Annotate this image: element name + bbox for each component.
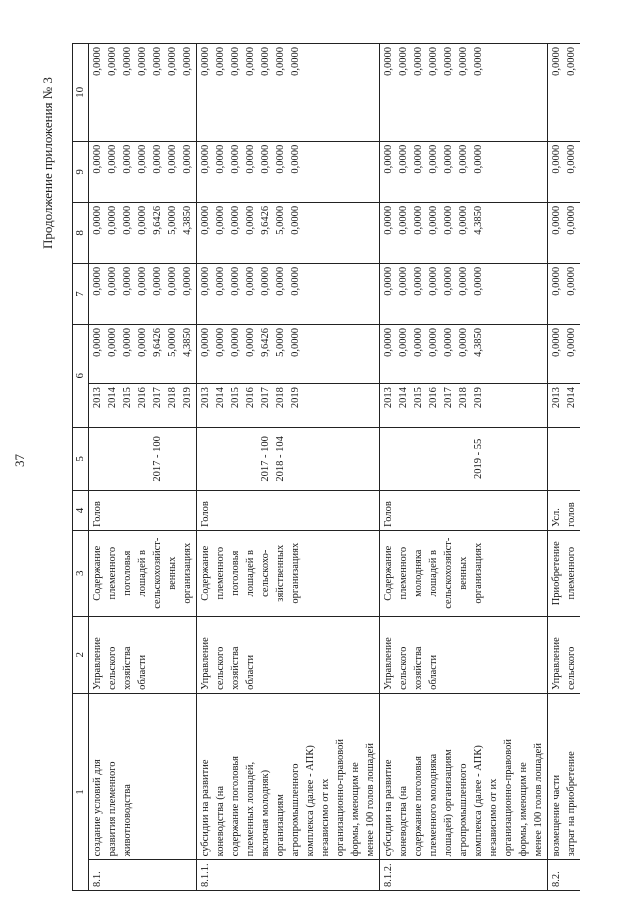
row-value-col7 [197, 263, 380, 324]
row-value-col7-line: 0,0000 [413, 266, 424, 296]
row-agency-line: области [137, 654, 148, 690]
row-name-line: агропромышленного [290, 763, 301, 857]
row-value-col9-line: 0,0000 [215, 144, 226, 174]
row-agency-line: Управление [383, 637, 394, 690]
row-value-col8-line: 4,3850 [182, 205, 193, 235]
row-value-col9 [548, 141, 581, 202]
row-value-col10-line: 0,0000 [458, 47, 469, 76]
row-value-col9-line: 0,0000 [167, 144, 178, 174]
table-body [89, 44, 581, 891]
row-value-col10-line: 0,0000 [230, 47, 241, 76]
row-value-col9-line: 0,0000 [458, 144, 469, 174]
row-value-col9-line: 0,0000 [245, 144, 256, 174]
row-value-col7-line: 0,0000 [275, 266, 286, 296]
row-event-line: сельскохозяйст- [152, 537, 163, 609]
column-header-8: 8 [73, 202, 89, 263]
row-value-col10-line: 0,0000 [551, 47, 562, 76]
row-indicator-line [441, 431, 456, 488]
row-unit: Голов [197, 491, 380, 531]
row-unit: Усл. голов [548, 491, 581, 531]
row-value-col10 [89, 44, 197, 142]
row-value-col6-line: 5,0000 [167, 327, 178, 357]
row-years-line: 2019 [290, 387, 301, 409]
row-years-line: 2018 [458, 387, 469, 409]
row-indicator-line: 2017 - 100 [260, 436, 271, 482]
row-indicator [548, 427, 581, 491]
row-event-line: зяйственных [275, 544, 286, 602]
row-years-line: 2017 [260, 387, 271, 409]
row-value-col7-line: 0,0000 [107, 266, 118, 296]
row-value-col6-line: 0,0000 [413, 327, 424, 357]
row-event-line: организациях [290, 542, 301, 604]
row-name-line: субсидии на развитие [200, 759, 211, 857]
row-value-col7-line: 0,0000 [182, 266, 193, 296]
row-value-col9-line: 0,0000 [413, 144, 424, 174]
row-value-col8 [548, 202, 581, 263]
row-value-col6-line: 9,6426 [260, 327, 271, 357]
row-indicator-line: 2019 - 55 [473, 438, 484, 479]
row-value-col9-line: 0,0000 [260, 144, 271, 174]
row-value-col9-line: 0,0000 [275, 144, 286, 174]
column-header-6: 6 [73, 324, 89, 427]
row-value-col10-line: 0,0000 [398, 47, 409, 76]
row-indicator-line [120, 431, 135, 488]
row-agency-line: сельского [215, 646, 226, 690]
row-event-line: лошадей в [428, 550, 439, 597]
row-value-col7-line: 0,0000 [152, 266, 163, 296]
row-indicator-line [198, 431, 213, 488]
row-agency-line: Управление [92, 637, 103, 690]
row-name-line: комплекса (далее - АПК) [473, 745, 484, 857]
row-years-line: 2014 [215, 387, 226, 409]
row-value-col8-line: 0,0000 [383, 205, 394, 235]
row-value-col6-line: 0,0000 [383, 327, 394, 357]
row-event-line: племенного [107, 546, 118, 600]
row-value-col8-line: 9,6426 [260, 205, 271, 235]
row-value-col10-line: 0,0000 [428, 47, 439, 76]
row-value-col9-line: 0,0000 [566, 144, 577, 174]
row-value-col10-line: 0,0000 [275, 47, 286, 76]
row-value-col9-line: 0,0000 [398, 144, 409, 174]
row-value-col10-line: 0,0000 [473, 47, 484, 76]
row-name-line: субсидии на развитие [383, 759, 394, 857]
row-years-line: 2014 [398, 387, 409, 409]
row-value-col6-line: 0,0000 [458, 327, 469, 357]
row-value-col8-line: 5,0000 [275, 205, 286, 235]
row-event-line: лошадей в [245, 550, 256, 597]
row-value-col9-line: 0,0000 [152, 144, 163, 174]
row-years-line: 2017 [152, 387, 163, 409]
row-value-col10 [548, 44, 581, 142]
row-value-col8-line: 0,0000 [107, 205, 118, 235]
row-value-col9-line: 0,0000 [137, 144, 148, 174]
row-indicator-line [90, 431, 105, 488]
row-event-line: племенного [215, 546, 226, 600]
row-value-col6-line: 0,0000 [122, 327, 133, 357]
column-header-4: 4 [73, 491, 89, 531]
program-table [72, 43, 580, 891]
row-event [380, 530, 548, 616]
row-value-col7-line: 0,0000 [290, 266, 301, 296]
row-name [89, 693, 197, 859]
row-value-col9-line: 0,0000 [443, 144, 454, 174]
row-value-col6-line: 0,0000 [215, 327, 226, 357]
row-value-col8-line: 0,0000 [215, 205, 226, 235]
row-name-line: племенного молодняка [428, 753, 439, 857]
row-agency-line: сельского [398, 646, 409, 690]
row-years-line: 2014 [566, 387, 577, 409]
row-agency [197, 616, 380, 693]
row-value-col7-line: 0,0000 [551, 266, 562, 296]
table-row [197, 44, 380, 891]
row-value-col8-line: 0,0000 [230, 205, 241, 235]
row-value-col6-line: 0,0000 [107, 327, 118, 357]
row-value-col7-line: 0,0000 [398, 266, 409, 296]
row-years [89, 384, 197, 427]
row-event [548, 530, 581, 616]
row-value-col7-line: 0,0000 [473, 266, 484, 296]
row-years-line: 2013 [383, 387, 394, 409]
row-agency-line: области [428, 654, 439, 690]
row-event-line: организациях [182, 542, 193, 604]
row-name-line: содержание поголовья [413, 755, 424, 857]
row-value-col6-line: 0,0000 [428, 327, 439, 357]
table-header-row [73, 44, 89, 891]
row-event-line: организациях [473, 542, 484, 604]
row-agency [89, 616, 197, 693]
row-value-col7-line: 0,0000 [245, 266, 256, 296]
row-indicator-line [135, 431, 150, 488]
row-value-col10-line: 0,0000 [152, 47, 163, 76]
row-indicator-line [456, 431, 471, 488]
row-value-col9-line: 0,0000 [107, 144, 118, 174]
row-name-line: организационно-правовой [503, 738, 514, 857]
row-years-line: 2013 [200, 387, 211, 409]
row-agency-line: сельского [107, 646, 118, 690]
row-years [380, 384, 548, 427]
row-indicator-line [213, 431, 228, 488]
row-number: 8.1.2. [380, 860, 548, 891]
row-value-col10-line: 0,0000 [245, 47, 256, 76]
row-years-line: 2019 [182, 387, 193, 409]
row-value-col8-line: 0,0000 [428, 205, 439, 235]
row-value-col9-line: 0,0000 [290, 144, 301, 174]
row-value-col9 [89, 141, 197, 202]
row-value-col6-line: 4,3850 [182, 327, 193, 357]
row-number: 8.1.1. [197, 860, 380, 891]
continuation-title: Продолжение приложения № 3 [40, 77, 55, 249]
column-header-3: 3 [73, 530, 89, 616]
row-event-line: поголовья [230, 550, 241, 596]
row-name-line: организационно-правовой [335, 738, 346, 857]
row-years-line: 2018 [275, 387, 286, 409]
row-event [197, 530, 380, 616]
row-name-line: включая молодняк) [260, 769, 271, 857]
row-value-col6-line: 0,0000 [566, 327, 577, 357]
row-value-col8 [380, 202, 548, 263]
column-header-7: 7 [73, 263, 89, 324]
row-indicator-line [381, 431, 396, 488]
row-value-col10-line: 0,0000 [443, 47, 454, 76]
row-value-col9 [197, 141, 380, 202]
row-name [548, 693, 581, 859]
row-indicator-line [243, 431, 258, 488]
row-name-line: затрат на приобретение [566, 751, 577, 857]
row-number: 8.2. [548, 860, 581, 891]
row-value-col9-line: 0,0000 [122, 144, 133, 174]
row-value-col6-line: 0,0000 [443, 327, 454, 357]
row-name [197, 693, 380, 859]
row-name-line: содержание поголовья [230, 755, 241, 857]
row-value-col10-line: 0,0000 [182, 47, 193, 76]
row-value-col6-line: 4,3850 [473, 327, 484, 357]
row-value-col7-line: 0,0000 [260, 266, 271, 296]
row-agency-line: Управление [551, 637, 562, 690]
row-value-col9-line: 0,0000 [92, 144, 103, 174]
row-value-col9-line: 0,0000 [182, 144, 193, 174]
row-value-col9-line: 0,0000 [200, 144, 211, 174]
row-indicator-line [105, 431, 120, 488]
row-indicator [89, 427, 197, 491]
row-name-line: агропромышленного [458, 763, 469, 857]
row-years-line: 2014 [107, 387, 118, 409]
row-event-line: лошадей в [137, 550, 148, 597]
row-value-col6-line: 0,0000 [92, 327, 103, 357]
row-value-col10-line: 0,0000 [413, 47, 424, 76]
row-event-line: поголовья [122, 550, 133, 596]
row-value-col8 [89, 202, 197, 263]
row-name-line: возмещение части [551, 774, 562, 857]
row-agency-line: хозяйства [230, 646, 241, 690]
row-value-col7-line: 0,0000 [215, 266, 226, 296]
row-name-line: формы, имеющим не [350, 762, 361, 857]
row-indicator [197, 427, 380, 491]
row-value-col10 [197, 44, 380, 142]
row-name-line: комплекса (далее - АПК) [305, 745, 316, 857]
row-value-col7-line: 0,0000 [230, 266, 241, 296]
row-value-col8-line: 5,0000 [167, 205, 178, 235]
row-name-line: независимо от их [320, 778, 331, 857]
row-value-col6 [197, 324, 380, 383]
row-value-col7-line: 0,0000 [458, 266, 469, 296]
row-years [548, 384, 581, 427]
row-years-line: 2015 [413, 387, 424, 409]
row-value-col10-line: 0,0000 [260, 47, 271, 76]
row-event-line: Приобретение [551, 541, 562, 606]
row-value-col7-line: 0,0000 [200, 266, 211, 296]
row-value-col10-line: 0,0000 [383, 47, 394, 76]
row-value-col10-line: 0,0000 [92, 47, 103, 76]
row-years-line: 2017 [443, 387, 454, 409]
row-event-line: племенного [566, 546, 577, 600]
row-value-col10-line: 0,0000 [290, 47, 301, 76]
table-row [89, 44, 197, 891]
row-value-col7 [89, 263, 197, 324]
row-name-line: менее 100 голов лошадей [365, 743, 376, 857]
row-value-col6-line: 0,0000 [245, 327, 256, 357]
row-value-col8-line: 0,0000 [122, 205, 133, 235]
row-value-col8-line: 0,0000 [398, 205, 409, 235]
row-years-line: 2015 [122, 387, 133, 409]
column-header-1: 1 [73, 693, 89, 890]
column-header-2: 2 [73, 616, 89, 693]
row-name [380, 693, 548, 859]
row-years-line: 2013 [92, 387, 103, 409]
row-value-col9-line: 0,0000 [230, 144, 241, 174]
row-event-line: Содержание [92, 545, 103, 601]
row-value-col10-line: 0,0000 [167, 47, 178, 76]
row-value-col10-line: 0,0000 [200, 47, 211, 76]
row-event-line: венных [167, 556, 178, 590]
row-value-col6 [380, 324, 548, 383]
row-indicator-line [228, 431, 243, 488]
column-header-5: 5 [73, 427, 89, 491]
row-name-line: организациям [275, 794, 286, 857]
row-event-line: племенного [398, 546, 409, 600]
table-row [548, 44, 581, 891]
row-value-col6-line: 0,0000 [137, 327, 148, 357]
row-value-col8-line: 0,0000 [566, 205, 577, 235]
row-name-line: независимо от их [488, 778, 499, 857]
page-number: 37 [12, 454, 27, 467]
row-value-col6-line: 0,0000 [200, 327, 211, 357]
row-value-col8-line: 0,0000 [458, 205, 469, 235]
row-value-col7-line: 0,0000 [92, 266, 103, 296]
row-event-line: сельскохозяйст- [443, 537, 454, 609]
row-event-line: молодняка [413, 549, 424, 597]
row-years-line: 2018 [167, 387, 178, 409]
row-value-col8-line: 0,0000 [443, 205, 454, 235]
row-indicator-line: 2017 - 100 [152, 436, 163, 482]
row-years-line: 2016 [137, 387, 148, 409]
row-name-line: развития племенного [107, 761, 118, 857]
row-value-col7-line: 0,0000 [167, 266, 178, 296]
row-event-line: Содержание [200, 545, 211, 601]
row-event-line: Содержание [383, 545, 394, 601]
column-header-9: 9 [73, 141, 89, 202]
row-indicator-line [396, 431, 411, 488]
row-value-col6-line: 0,0000 [398, 327, 409, 357]
column-header-10: 10 [73, 44, 89, 142]
row-value-col8-line: 0,0000 [413, 205, 424, 235]
row-value-col6 [89, 324, 197, 383]
row-unit: Голов [380, 491, 548, 531]
row-event-line: венных [458, 556, 469, 590]
row-value-col10-line: 0,0000 [107, 47, 118, 76]
row-years [197, 384, 380, 427]
row-value-col8-line: 0,0000 [551, 205, 562, 235]
row-value-col10-line: 0,0000 [137, 47, 148, 76]
row-value-col7-line: 0,0000 [137, 266, 148, 296]
row-name-line: создание условий для [92, 759, 103, 857]
row-value-col10-line: 0,0000 [122, 47, 133, 76]
row-indicator-line [411, 431, 426, 488]
row-value-col9-line: 0,0000 [551, 144, 562, 174]
row-value-col7 [380, 263, 548, 324]
row-value-col7-line: 0,0000 [383, 266, 394, 296]
row-agency-line: Управление [200, 637, 211, 690]
row-value-col6-line: 0,0000 [551, 327, 562, 357]
row-agency-line: области [245, 654, 256, 690]
row-value-col6-line: 9,6426 [152, 327, 163, 357]
row-value-col7-line: 0,0000 [443, 266, 454, 296]
row-value-col7-line: 0,0000 [566, 266, 577, 296]
row-value-col9-line: 0,0000 [383, 144, 394, 174]
row-agency [380, 616, 548, 693]
row-name-line: племенных лошадей, [245, 761, 256, 857]
table-row [380, 44, 548, 891]
row-value-col8-line: 0,0000 [92, 205, 103, 235]
row-years-line: 2015 [230, 387, 241, 409]
row-value-col8-line: 0,0000 [137, 205, 148, 235]
row-name-line: животноводства [122, 784, 133, 857]
row-value-col8-line: 0,0000 [245, 205, 256, 235]
row-years-line: 2016 [245, 387, 256, 409]
row-name-line: формы, имеющим не [518, 762, 529, 857]
row-value-col7-line: 0,0000 [122, 266, 133, 296]
row-agency [548, 616, 581, 693]
row-value-col6-line: 0,0000 [290, 327, 301, 357]
row-value-col9-line: 0,0000 [473, 144, 484, 174]
row-value-col7 [548, 263, 581, 324]
row-value-col10-line: 0,0000 [566, 47, 577, 76]
row-agency-line: хозяйства [413, 646, 424, 690]
row-value-col8-line: 0,0000 [200, 205, 211, 235]
row-indicator-line [426, 431, 441, 488]
row-value-col10 [380, 44, 548, 142]
row-indicator-line: 2018 - 104 [275, 436, 286, 482]
row-value-col8-line: 4,3850 [473, 205, 484, 235]
row-event-line: сельскохо- [260, 549, 271, 597]
row-value-col7-line: 0,0000 [428, 266, 439, 296]
row-value-col6-line: 5,0000 [275, 327, 286, 357]
row-unit: Голов [89, 491, 197, 531]
row-agency-line: сельского [566, 646, 577, 690]
row-agency-line: хозяйства [122, 646, 133, 690]
row-value-col6-line: 0,0000 [230, 327, 241, 357]
row-name-line: менее 100 голов лошадей [533, 743, 544, 857]
row-value-col10-line: 0,0000 [215, 47, 226, 76]
row-event [89, 530, 197, 616]
row-number: 8.1. [89, 860, 197, 891]
row-name-line: лошадей) организациям [443, 749, 454, 857]
row-years-line: 2019 [473, 387, 484, 409]
row-name-line: коневодства (на [215, 785, 226, 857]
row-value-col9 [380, 141, 548, 202]
row-value-col6 [548, 324, 581, 383]
row-years-line: 2016 [428, 387, 439, 409]
row-value-col9-line: 0,0000 [428, 144, 439, 174]
row-value-col8 [197, 202, 380, 263]
row-name-line: коневодства (на [398, 785, 409, 857]
row-value-col8-line: 9,6426 [152, 205, 163, 235]
row-years-line: 2013 [551, 387, 562, 409]
row-indicator [380, 427, 548, 491]
row-value-col8-line: 0,0000 [290, 205, 301, 235]
